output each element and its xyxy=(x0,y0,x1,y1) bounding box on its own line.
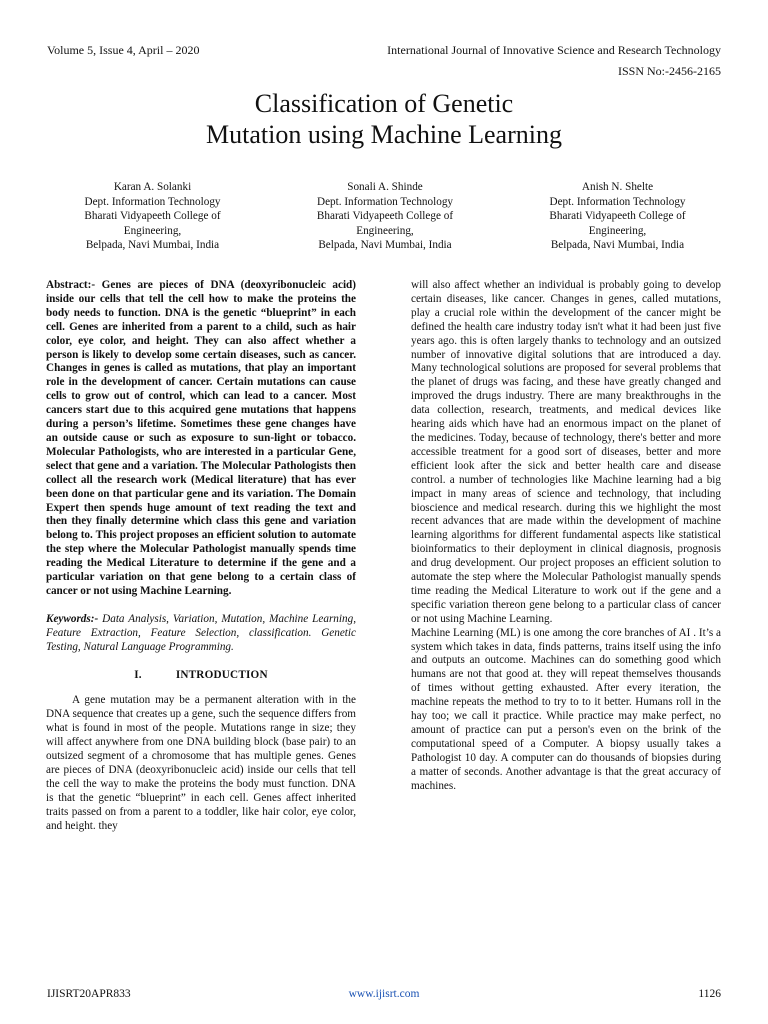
title-line-1: Classification of Genetic xyxy=(254,89,514,118)
journal-name: International Journal of Innovative Science and Research Technology xyxy=(387,43,721,57)
author-college-2: Engineering, xyxy=(123,224,182,237)
author-block xyxy=(40,180,265,253)
author-dept: Dept. Information Technology xyxy=(316,195,454,208)
author-name: Karan A. Solanki xyxy=(113,181,192,193)
left-column xyxy=(46,279,356,834)
author-block xyxy=(273,180,498,253)
author-college: Bharati Vidyapeeth College of xyxy=(549,210,686,222)
issn: ISSN No:-2456-2165 xyxy=(617,64,721,78)
author-place: Belpada, Navi Mumbai, India xyxy=(318,239,452,251)
author-place: Belpada, Navi Mumbai, India xyxy=(85,239,220,251)
author-college: Bharati Vidyapeeth College of xyxy=(84,210,221,222)
intro-paragraph-1: A gene mutation may be a permanent alteration with in the DNA sequence that creates up a gene, such the sequence differs from what is found in most of the people. Mutations range in size; they will affect anywhere from one DNA building block (base pair) to an outsized segment of a chromosome that has multiple genes. Genes are pieces of DNA (deoxyribonucleic acid) inside our cells that tell the cell the way to make the proteins the body must function. DNA is that the genetic “blueprint” in each cell. Genes affect inherited traits passed on from a parent to a toddler, like hair color, eye color, and height. they xyxy=(46,694,356,832)
section-number: I. xyxy=(134,668,142,681)
keywords-label: Keywords:- xyxy=(46,612,99,625)
author-dept: Dept. Information Technology xyxy=(84,195,221,208)
paper-title xyxy=(0,88,768,150)
author-block xyxy=(505,180,730,253)
keywords-text: Data Analysis, Variation, Mutation, Machine Learning, Feature Extraction, Feature Selection, classification. Genetic Testing, Natural Language Programming. xyxy=(46,612,356,653)
title-line-2: Mutation using Machine Learning xyxy=(206,120,562,149)
intro-paragraph-2: will also affect whether an individual is probably going to develop certain diseases, like cancer. Changes in genes, called mutations, play a crucial role within the development of the cancer might be defined the health care industry today isn't what it had been just five years ago. this is often largely thanks to technology and an outsized number of innovative digital solutions that are introduced a day. Many technological solutions are proposed for several problems that the planet of drugs was facing, and these have greatly changed and improved the drugs industry. There are many breakthroughs in the data collection, research, treatments, and medical devices like hearing aids which have had an enormous impact on the planet of the medicines. Today, because of technology, there's better and more accessible treatment for a good sort of diseases, better and more efficient look after the sick and better health care and disease control. a number of technologies like Machine learning had a big impact in many areas of science and technology, that including bioscience and medical research. during this we highlight the most recent advances that are made within the development of machine learning algorithms for different fundamental aspects like statistical bioinformatics to their deployment in clinical diagnosis, prognosis and drug development. Our project proposes an efficient solution to automate the step where the Molecular Pathologist manually spends time reading the Medical Literature to work out if the gene and a specific variation thereon gene belong to a particular class of cancer or not using Machine Learning. xyxy=(411,279,721,625)
author-list xyxy=(40,180,730,253)
section-title: INTRODUCTION xyxy=(175,668,268,681)
intro-paragraph-3: Machine Learning (ML) is one among the core branches of AI . It’s a system which takes in data, finds patterns, trains itself using the info and outputs an outcome. Machines can do something good which humans are not that good at. they will repeat themselves thousands of times without getting exhausted. After every iteration, the machine repeats the method to try to to it better. Humans roll in the hay too; we call it practice. While practice may make perfect, no amount of practice can put a person's even on the brink of the computational speed of a Computer. A biopsy usually takes a Pathologist 10 day. A computer can do thousands of biopsies during a matter of seconds. Another advantage is that the great accuracy of machines. xyxy=(411,626,721,792)
author-name: Anish N. Shelte xyxy=(581,181,654,193)
page-number: 1126 xyxy=(698,988,721,1000)
right-column xyxy=(411,279,721,794)
author-college-2: Engineering, xyxy=(356,224,414,237)
author-place: Belpada, Navi Mumbai, India xyxy=(550,239,685,251)
author-college-2: Engineering, xyxy=(588,224,647,237)
author-college: Bharati Vidyapeeth College of xyxy=(316,210,454,222)
volume-info: Volume 5, Issue 4, April – 2020 xyxy=(47,43,200,57)
journal-url[interactable]: www.ijisrt.com xyxy=(348,988,420,1000)
section-heading xyxy=(46,669,356,683)
paper-id: IJISRT20APR833 xyxy=(47,988,131,1000)
author-dept: Dept. Information Technology xyxy=(549,195,686,208)
abstract-text: Abstract:- Genes are pieces of DNA (deoxyribonucleic acid) inside our cells that tell the cell how to make the proteins the body needs to function. DNA is the genetic “blueprint” in each cell. Genes are inherited from a parent to a child, such as hair color, eye color, and height. They can also affect whether a person is likely to develop some certain diseases, such as cancer. Changes in genes is called as mutations, that play an important role in the development of cancer. Certain mutations can cause cells to grow out of control, which can lead to a cancer. Most cancers start due to this acquired gene mutations that happens during a person’s lifetime. Sometimes these gene changes have an outside cause or such as exposure to sun-light or tobacco. Molecular Pathologists, who are interested in a particular Gene, select that gene and a variation. The Molecular Pathologists then collect all the research work (Medical literature) that has ever been done on that particular gene and its variation. The Domain Expert then spends huge amount of text reading the text and then they finally determine which class this gene and variation belong to. This project proposes an efficient solution to automate the step where the Molecular Pathologist manually spends time reading the Medical Literature to determine if the gene and a particular variation on that gene belong to a certain class of cancer or not using Machine Learning. xyxy=(46,279,356,597)
keywords xyxy=(46,613,356,655)
author-name: Sonali A. Shinde xyxy=(347,181,423,193)
